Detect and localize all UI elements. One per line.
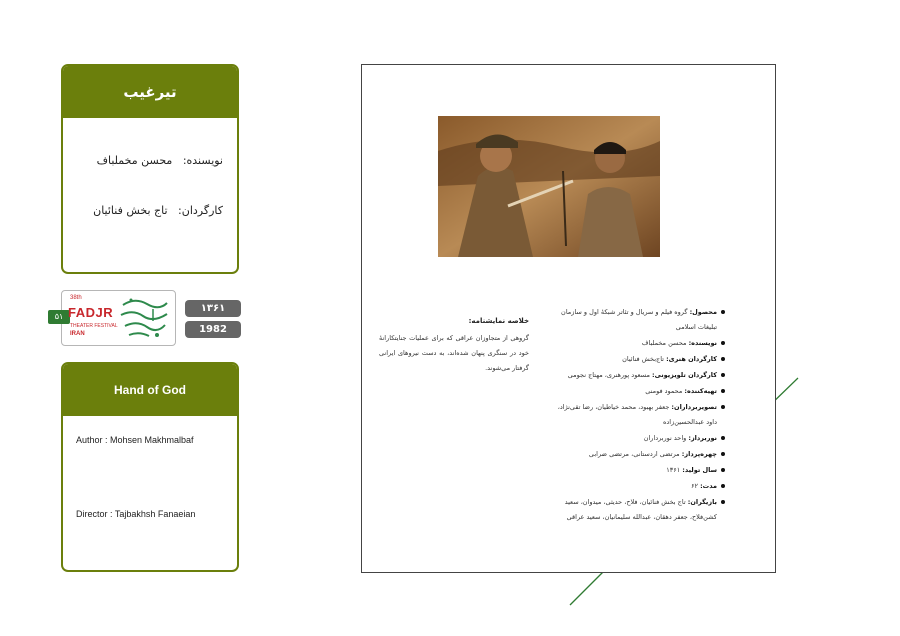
title-card-persian (61, 64, 239, 274)
author-value-persian: محسن مخملباف (96, 154, 173, 167)
credit-item: کارگردان تلویزیونی: مسعود پورهنری، مهتاج نجومی (555, 368, 725, 383)
credit-item: مدت: ۶۲ (555, 479, 725, 494)
production-photo (438, 116, 660, 257)
director-line-persian (93, 204, 223, 217)
author-line-persian (97, 154, 223, 167)
title-english: Hand of God (63, 364, 237, 416)
document-panel (361, 64, 776, 573)
credit-item: بازیگران: تاج بخش فنائیان، فلاح، حدیثی، میدوان، سعید کشن‌فلاح، جعفر دهقان، عبدالله سلیمانیان، سعید عراقی (555, 495, 725, 525)
credit-item: کارگردان هنری: تاج‌بخش فنائیان (555, 352, 725, 367)
credit-item: نویسنده: محسن مخملباف (555, 336, 725, 351)
director-value-persian: تاج بخش فنائیان (93, 204, 168, 217)
author-english: Author : Mohsen Makhmalbaf (76, 435, 194, 445)
logo-country: IRAN (70, 331, 85, 337)
credit-item: محصول: گروه فیلم و سریال و تئاتر شبکهٔ اول و سازمان تبلیغات اسلامی (555, 305, 725, 335)
credit-item: چهره‌پرداز: مرتضی اردستانی، مرتضی ضرابی (555, 447, 725, 462)
year-gregorian: 1982 (185, 321, 241, 338)
author-label-persian: نویسنده: (182, 154, 223, 167)
title-persian: تیرغیب (63, 66, 237, 118)
summary-title: خلاصه نمایشنامه: (468, 317, 529, 325)
title-card-english (61, 362, 239, 572)
logo-subtitle: THEATER FESTIVAL (70, 323, 118, 329)
summary-body: گروهی از متجاوزان عراقی که برای عملیات جنایتکارانهٔ خود در سنگری پنهان شده‌اند، به دست نیروهای ایرانی گرفتار می‌شوند. (379, 334, 529, 372)
page-number-badge: ۵۱ (48, 310, 70, 324)
credits-list (555, 305, 725, 526)
year-persian: ۱۳۶۱ (185, 300, 241, 317)
director-label-persian: کارگردان: (178, 204, 223, 217)
credit-item: تصویربرداران: جعفر بهبود، محمد خیاطیان، رضا تقی‌نژاد، داود عبدالحسین‌زاده (555, 400, 725, 430)
calligraphy-logo-icon (117, 295, 171, 341)
credit-item: سال تولید: ۱۳۶۱ (555, 463, 725, 478)
director-english: Director : Tajbakhsh Fanaeian (76, 509, 196, 519)
fadjr-festival-logo (54, 290, 176, 346)
logo-brand: FADJR (68, 305, 114, 320)
credit-item: تهیه‌کننده: محمود فومنی (555, 384, 725, 399)
credit-item: نوربرداز: واحد نوربرداران (555, 431, 725, 446)
logo-edition: 38th (70, 295, 82, 301)
